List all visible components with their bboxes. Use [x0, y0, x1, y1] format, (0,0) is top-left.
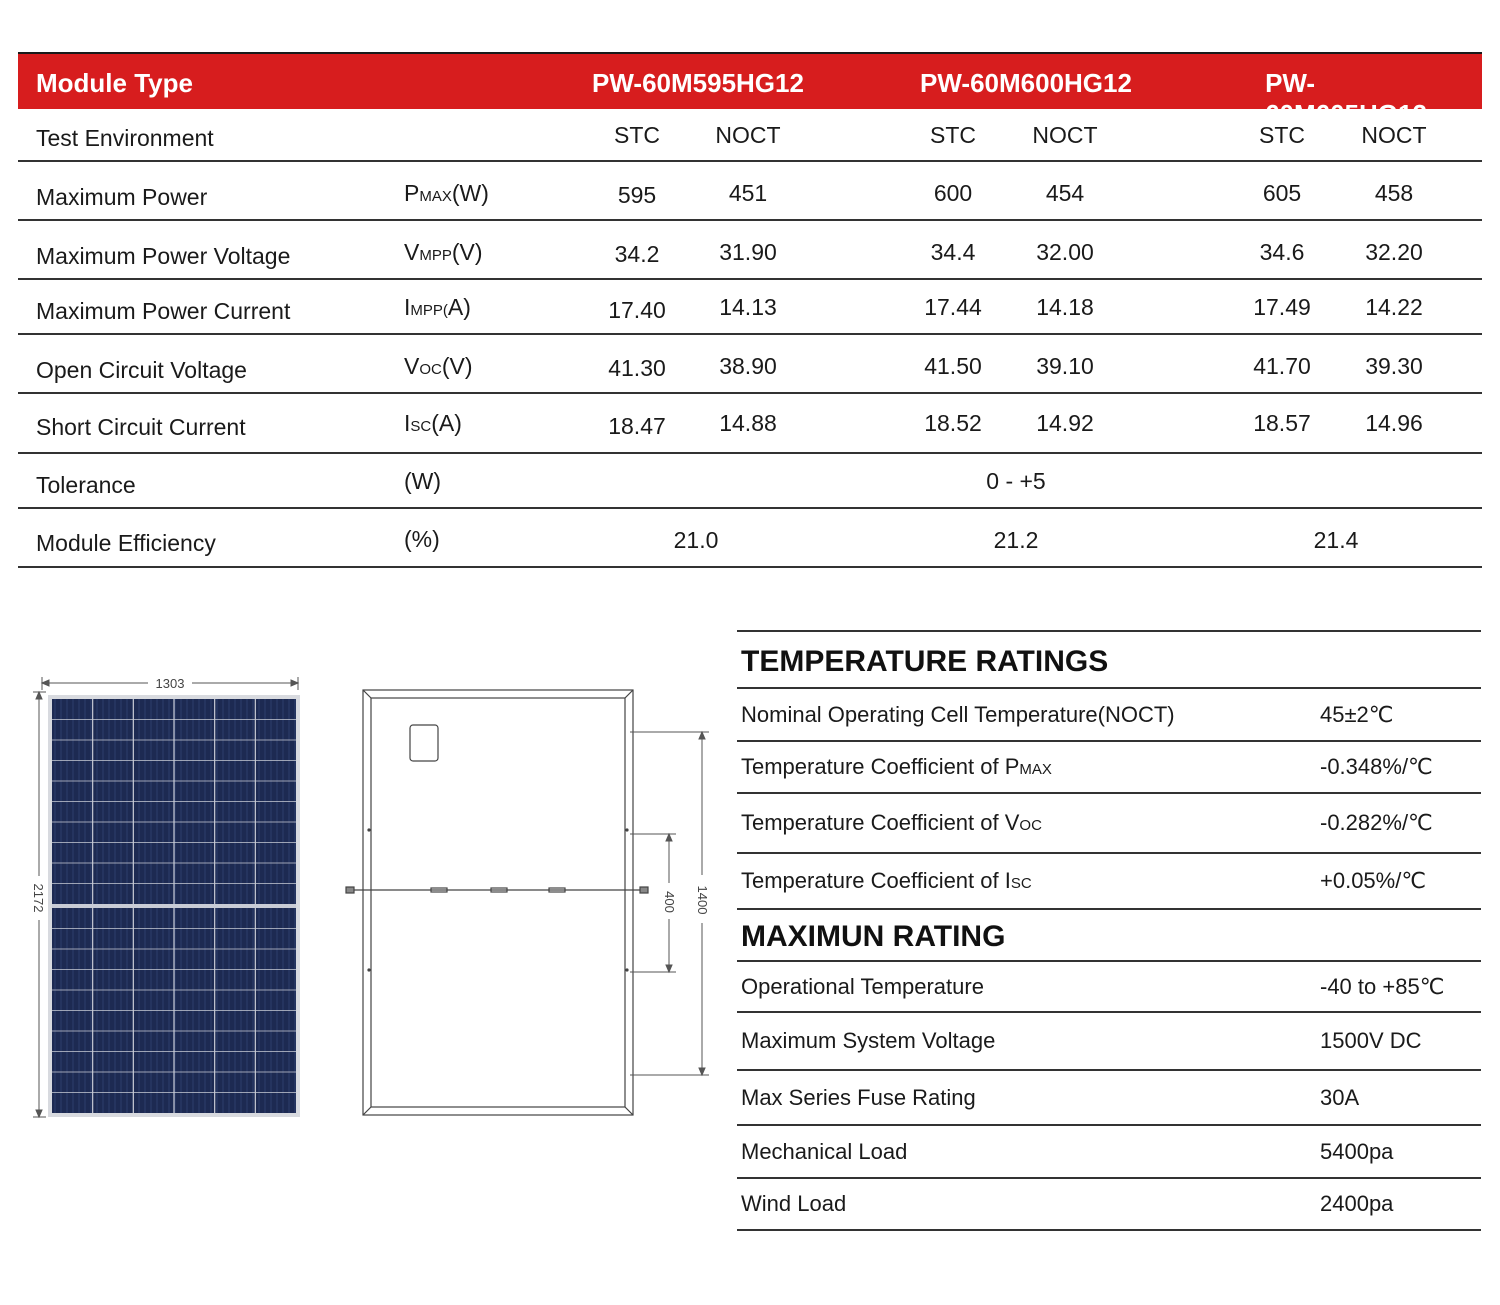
coef-symbol-sub: OC — [1019, 817, 1042, 834]
value-cell: 17.44 — [924, 294, 982, 320]
rating-value: 1500V DC — [1320, 1028, 1422, 1053]
tolerance-row — [18, 454, 1482, 509]
symbol-sub: MPP — [419, 247, 452, 264]
rating-label: Wind Load — [741, 1191, 847, 1216]
stc-label: STC — [930, 122, 976, 148]
value-cell: 14.88 — [719, 410, 777, 436]
value-cell: 41.50 — [924, 353, 982, 379]
rating-label: Operational Temperature — [741, 973, 984, 999]
coef-symbol-sub: MAX — [1019, 761, 1052, 778]
row-label: Maximum Power Voltage — [36, 243, 291, 269]
rating-row — [737, 1126, 1481, 1179]
value-cell: 39.30 — [1365, 353, 1423, 379]
width-dimension-label: 1303 — [155, 676, 185, 691]
symbol-sub: MAX — [419, 188, 452, 205]
row-symbol — [404, 410, 462, 437]
row-symbol — [404, 294, 471, 321]
value-cell: 14.13 — [719, 294, 777, 320]
efficiency-value: 21.2 — [993, 527, 1039, 553]
row-symbol — [404, 353, 473, 380]
model-name: PW-60M600HG12 — [920, 68, 1132, 98]
rating-value: -0.282%/℃ — [1320, 810, 1433, 835]
symbol-unit: (W) — [451, 180, 489, 206]
value-cell: 32.20 — [1365, 239, 1423, 265]
rating-row — [737, 854, 1481, 910]
stc-label: STC — [1259, 122, 1305, 148]
model-name: PW-60M605HG12 — [1265, 68, 1427, 129]
rating-row — [737, 742, 1481, 794]
value-cell: 14.96 — [1365, 410, 1423, 436]
spec-row — [18, 162, 1482, 221]
test-environment-row — [18, 109, 1482, 162]
symbol-main: V — [404, 353, 420, 379]
rating-value: 5400pa — [1320, 1138, 1394, 1164]
spec-header — [18, 52, 1482, 129]
rating-label: Mechanical Load — [741, 1138, 908, 1164]
solar-panel-front — [48, 695, 300, 1117]
outer-dimension-label: 1400 — [695, 885, 710, 915]
coef-symbol: V — [1004, 810, 1020, 835]
rating-row — [737, 1013, 1481, 1071]
rating-label: Max Series Fuse Rating — [741, 1084, 976, 1110]
rating-value: -40 to +85℃ — [1320, 973, 1445, 999]
spec-row — [18, 221, 1482, 280]
symbol-main: V — [404, 239, 420, 265]
symbol-sub: MPP( — [410, 302, 448, 319]
rating-label — [741, 868, 1032, 894]
value-cell: 38.90 — [719, 353, 777, 379]
symbol-unit: A) — [447, 294, 471, 320]
model-name: PW-60M595HG12 — [592, 68, 804, 98]
row-label: Short Circuit Current — [36, 414, 246, 440]
height-dimension-label: 2172 — [31, 883, 46, 913]
rating-label — [741, 810, 1042, 836]
rating-value: 2400pa — [1320, 1191, 1394, 1216]
module-drawings — [28, 670, 718, 1130]
section-title: MAXIMUN RATING — [741, 920, 1006, 953]
symbol-unit: (V) — [451, 239, 483, 265]
solar-panel-back — [346, 690, 648, 1115]
row-label: Tolerance — [36, 472, 136, 498]
row-label: Open Circuit Voltage — [36, 357, 247, 383]
value-cell: 31.90 — [719, 239, 777, 265]
coef-symbol-sub: SC — [1010, 875, 1032, 892]
rating-label: Nominal Operating Cell Temperature(NOCT) — [741, 701, 1175, 727]
noct-label: NOCT — [715, 122, 781, 148]
symbol-sub: SC — [410, 418, 432, 435]
row-unit: (W) — [404, 468, 442, 494]
rating-value: -0.348%/℃ — [1320, 754, 1433, 779]
symbol-sub: OC — [419, 361, 442, 378]
module-type-label: Module Type — [36, 68, 193, 98]
value-cell: 39.10 — [1036, 353, 1094, 379]
value-cell: 595 — [617, 182, 657, 208]
value-cell: 41.70 — [1253, 353, 1311, 379]
row-unit: (%) — [404, 526, 440, 552]
value-cell: 17.40 — [608, 297, 666, 323]
coef-prefix: Temperature Coefficient of — [741, 754, 1005, 779]
noct-label: NOCT — [1032, 122, 1098, 148]
rating-label: Maximum System Voltage — [741, 1028, 996, 1053]
value-cell: 14.18 — [1036, 294, 1094, 320]
rating-row — [737, 962, 1481, 1013]
ratings-table — [737, 630, 1481, 1231]
symbol-unit: (A) — [431, 410, 462, 436]
rating-row — [737, 1071, 1481, 1126]
inner-dimension-label: 400 — [662, 891, 677, 913]
row-label: Test Environment — [36, 125, 214, 151]
rating-value: +0.05%/℃ — [1320, 868, 1427, 893]
efficiency-value: 21.0 — [673, 527, 719, 553]
rating-value: 45±2℃ — [1320, 701, 1394, 727]
spec-row — [18, 280, 1482, 335]
noct-label: NOCT — [1361, 122, 1427, 148]
value-cell: 32.00 — [1036, 239, 1094, 265]
coef-symbol: I — [1004, 868, 1011, 893]
row-symbol — [404, 239, 483, 266]
rating-row — [737, 1179, 1481, 1231]
value-cell: 34.6 — [1259, 239, 1305, 265]
row-symbol — [404, 180, 489, 207]
value-cell: 34.4 — [930, 239, 976, 265]
value-cell: 605 — [1262, 180, 1302, 206]
value-cell: 18.57 — [1253, 410, 1311, 436]
symbol-unit: (V) — [441, 353, 473, 379]
temperature-heading — [737, 632, 1481, 689]
value-cell: 14.22 — [1365, 294, 1423, 320]
tolerance-value: 0 - +5 — [986, 468, 1046, 494]
rating-row — [737, 689, 1481, 742]
maximum-heading — [737, 910, 1481, 962]
value-cell: 600 — [933, 180, 973, 206]
row-label: Module Efficiency — [36, 530, 216, 556]
coef-symbol: P — [1004, 754, 1020, 779]
row-label: Maximum Power — [36, 184, 208, 210]
value-cell: 18.47 — [608, 413, 666, 439]
spec-row — [18, 335, 1482, 394]
value-cell: 18.52 — [924, 410, 982, 436]
coef-prefix: Temperature Coefficient of — [741, 868, 1005, 893]
efficiency-value: 21.4 — [1313, 527, 1359, 553]
value-cell: 41.30 — [608, 355, 666, 381]
row-label: Maximum Power Current — [36, 298, 291, 324]
symbol-main: P — [404, 180, 420, 206]
value-cell: 451 — [728, 180, 768, 206]
spec-row — [18, 394, 1482, 454]
spec-table — [18, 52, 1482, 568]
value-cell: 458 — [1374, 180, 1414, 206]
section-title: TEMPERATURE RATINGS — [741, 645, 1109, 678]
value-cell: 34.2 — [614, 241, 660, 267]
symbol-main: I — [404, 294, 411, 320]
rating-label — [741, 754, 1052, 780]
value-cell: 17.49 — [1253, 294, 1311, 320]
value-cell: 14.92 — [1036, 410, 1094, 436]
coef-prefix: Temperature Coefficient of — [741, 810, 1005, 835]
value-cell: 454 — [1045, 180, 1085, 206]
stc-label: STC — [614, 122, 660, 148]
symbol-main: I — [404, 410, 411, 436]
rating-value: 30A — [1320, 1084, 1360, 1110]
rating-row — [737, 794, 1481, 854]
efficiency-row — [18, 509, 1482, 568]
